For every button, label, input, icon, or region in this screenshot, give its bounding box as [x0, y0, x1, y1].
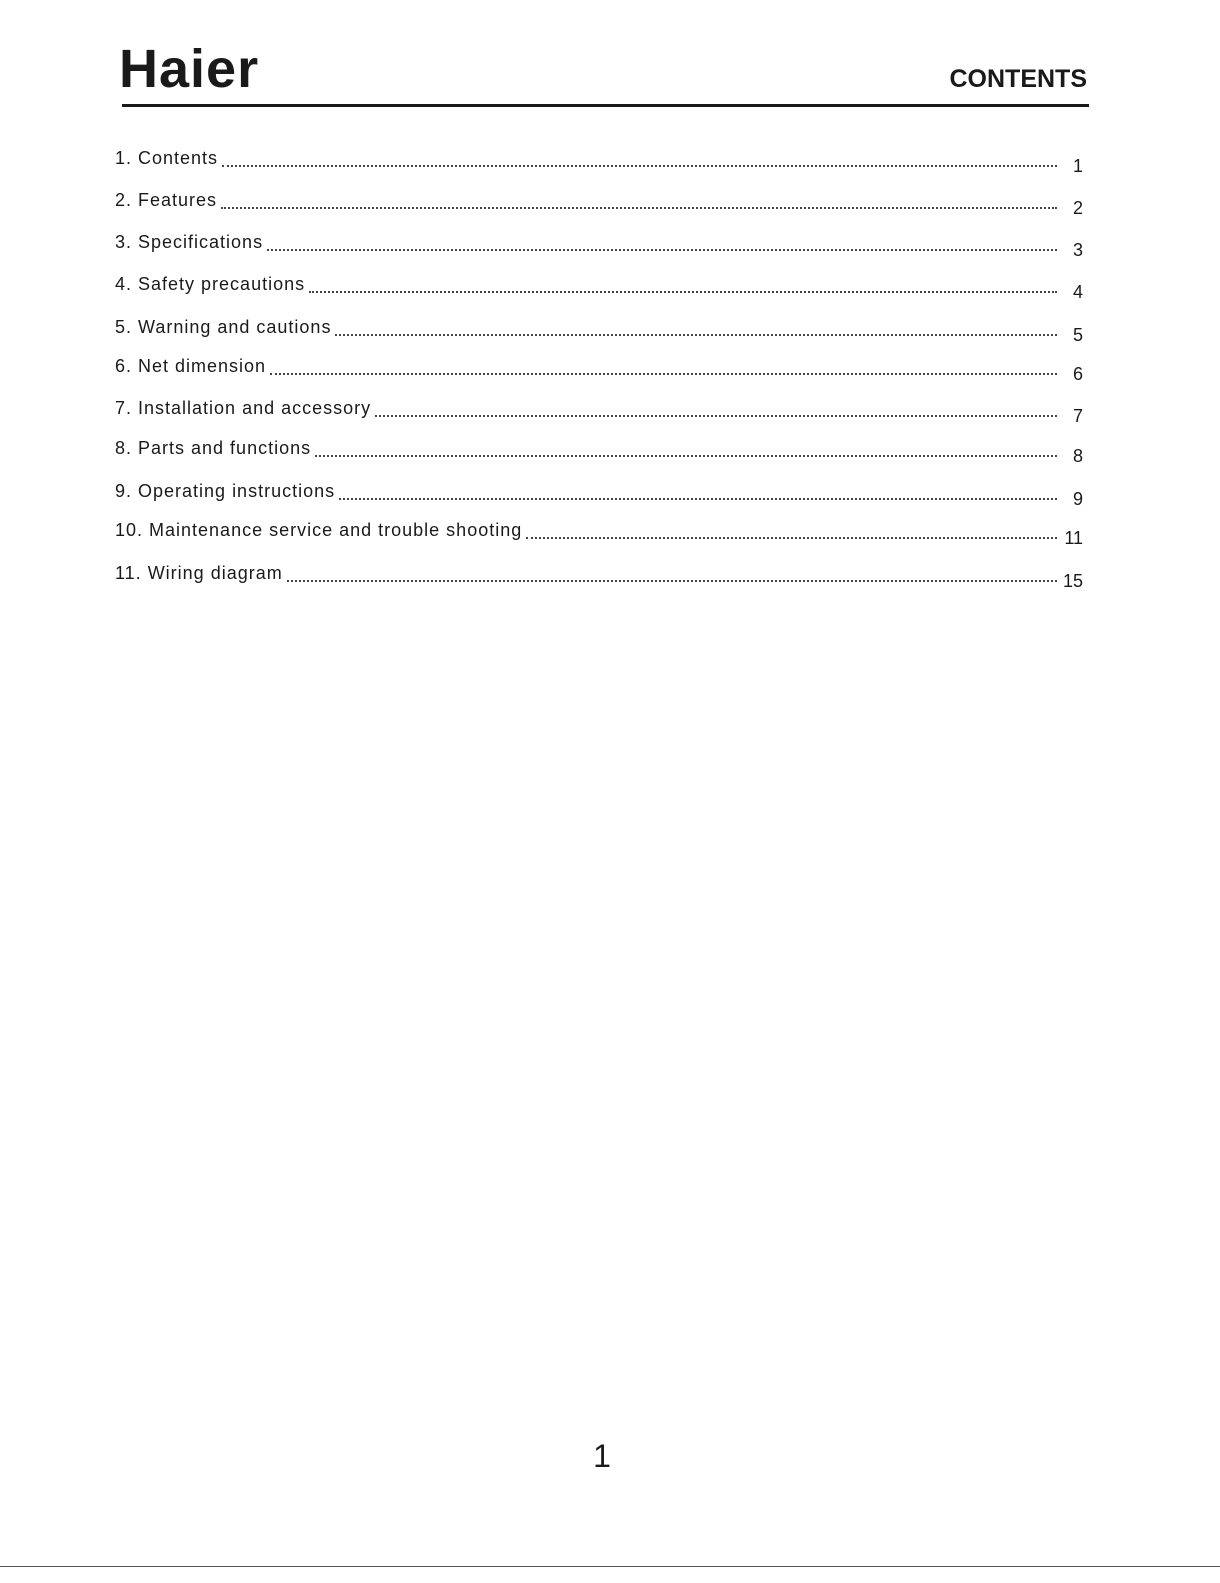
toc-entry-specifications[interactable]	[115, 227, 1083, 260]
page-number: 1	[593, 1438, 611, 1474]
toc-entry-operating-instructions[interactable]	[115, 476, 1083, 509]
toc-entry-page: 15	[1062, 571, 1083, 591]
toc-entry-label: 7. Installation and accessory	[115, 398, 372, 418]
haier-logo: Haier	[119, 39, 260, 99]
toc-entry-label: 10. Maintenance service and trouble shooting	[115, 520, 523, 540]
table-of-contents	[0, 0, 1220, 620]
toc-leader-dots	[222, 165, 1057, 167]
toc-entry-page: 3	[1072, 240, 1083, 260]
toc-entry-label: 6. Net dimension	[115, 356, 267, 376]
toc-leader-dots	[270, 373, 1057, 375]
toc-entry-contents[interactable]	[115, 143, 1083, 176]
toc-entry-page: 6	[1072, 364, 1083, 384]
toc-leader-dots	[335, 334, 1057, 336]
toc-leader-dots	[287, 580, 1057, 582]
toc-entry-net-dimension[interactable]	[115, 351, 1083, 384]
toc-entry-installation-and-accessory[interactable]	[115, 393, 1083, 426]
toc-entry-safety-precautions[interactable]	[115, 269, 1083, 302]
toc-leader-dots	[221, 207, 1057, 209]
toc-entry-page: 8	[1072, 446, 1083, 466]
toc-entry-parts-and-functions[interactable]	[115, 433, 1083, 466]
toc-entry-label: 9. Operating instructions	[115, 481, 336, 501]
toc-leader-dots	[375, 415, 1057, 417]
toc-leader-dots	[267, 249, 1057, 251]
toc-entry-label: 5. Warning and cautions	[115, 317, 332, 337]
toc-leader-dots	[315, 455, 1057, 457]
toc-entry-page: 5	[1072, 325, 1083, 345]
toc-entry-maintenance-service[interactable]	[115, 515, 1083, 548]
toc-entry-page: 11	[1064, 528, 1083, 548]
toc-entry-warning-and-cautions[interactable]	[115, 312, 1083, 345]
toc-entry-label: 11. Wiring diagram	[115, 563, 283, 583]
toc-entry-page: 1	[1072, 156, 1083, 176]
toc-entry-page: 2	[1072, 198, 1083, 218]
toc-leader-dots	[339, 498, 1057, 500]
toc-entry-label: 3. Specifications	[115, 232, 264, 252]
toc-entry-page: 9	[1072, 489, 1083, 509]
toc-entry-label: 1. Contents	[115, 148, 219, 168]
toc-leader-dots	[526, 537, 1057, 539]
page-title: CONTENTS	[949, 65, 1087, 93]
bottom-divider	[0, 1566, 1220, 1567]
toc-leader-dots	[309, 291, 1057, 293]
toc-entry-label: 2. Features	[115, 190, 218, 210]
toc-entry-features[interactable]	[115, 185, 1083, 218]
toc-entry-label: 4. Safety precautions	[115, 274, 306, 294]
toc-entry-wiring-diagram[interactable]	[115, 558, 1083, 591]
toc-entry-page: 4	[1072, 282, 1083, 302]
toc-entry-page: 7	[1072, 406, 1083, 426]
toc-entry-label: 8. Parts and functions	[115, 438, 312, 458]
